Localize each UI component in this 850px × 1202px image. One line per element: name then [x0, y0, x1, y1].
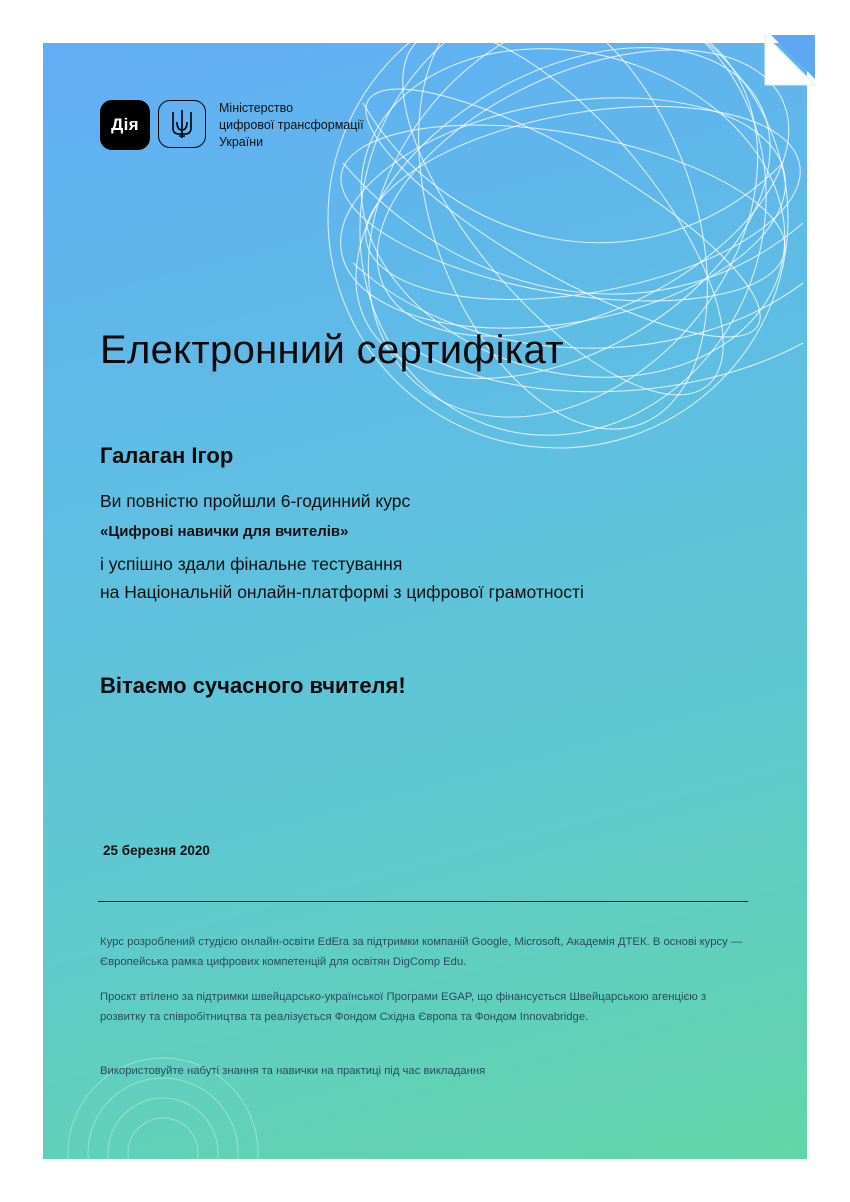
- course-name: «Цифрові навички для вчителів»: [100, 523, 349, 540]
- footer-paragraph-2: Проєкт втілено за підтримки швейцарсько-української Програми EGAP, що фінансується Швейцарською агенцією з розвитку та співробітництва та реалізується Фондом Східна Європа та Фондом Innovabridge.: [100, 991, 707, 1023]
- certificate: [43, 43, 807, 1159]
- body-line-3: і успішно здали фінальне тестування: [100, 554, 403, 574]
- diia-logo: Дія: [100, 100, 150, 150]
- ministry-name: [219, 100, 439, 151]
- divider: [98, 901, 748, 902]
- ministry-line-3: України: [219, 135, 264, 149]
- ministry-line-1: Міністерство: [219, 101, 294, 115]
- footer-paragraph-1: Курс розроблений студією онлайн-освіти EdEra за підтримки компаній Google, Microsoft, Академія ДТЕК. В основі курсу — Європейська рамка цифрових компетенцій для освітян DigComp Edu.: [100, 936, 743, 968]
- greeting: Вітаємо сучасного вчителя!: [100, 673, 406, 698]
- recipient-name: Галаган Ігор: [100, 443, 234, 468]
- certificate-title: Електронний сертифікат: [100, 328, 564, 372]
- page-fold-icon: [763, 33, 818, 88]
- ministry-line-2: цифрової трансформації: [219, 118, 364, 132]
- body-line-4: на Національній онлайн-платформі з цифрової грамотності: [100, 582, 584, 602]
- body-line-1: Ви повністю пройшли 6-годинний курс: [100, 491, 411, 511]
- issue-date: 25 березня 2020: [103, 843, 210, 858]
- footer-paragraph-3: Використовуйте набуті знання та навички на практиці під час викладання: [100, 1065, 486, 1077]
- tryzub-icon: [158, 100, 206, 148]
